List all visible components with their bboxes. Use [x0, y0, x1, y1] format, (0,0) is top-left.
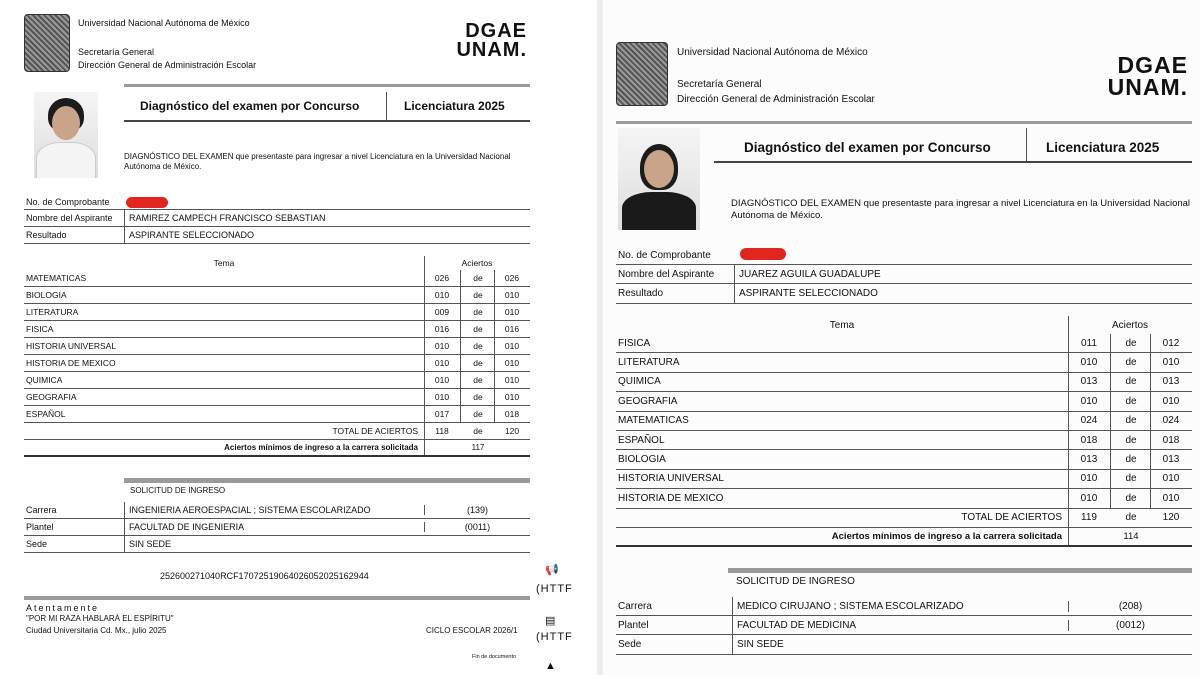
de-cell: de — [1125, 376, 1137, 388]
plantel-value: FACULTAD DE INGENIERIA — [124, 519, 244, 535]
de-cell: de — [1125, 434, 1137, 446]
cell-divider — [1110, 373, 1111, 391]
direccion-general: Dirección General de Administración Escolar — [78, 60, 257, 70]
carrera-code: (208) — [1068, 601, 1192, 612]
de-cell: de — [473, 375, 483, 385]
total-de-cell: de — [473, 426, 483, 436]
resultado-label: Resultado — [26, 230, 67, 240]
resultado-value: ASPIRANTE SELECCIONADO — [124, 227, 254, 243]
table-row — [24, 304, 530, 321]
got-cell: 010 — [434, 375, 450, 385]
fin-documento: Fin de documento — [472, 654, 517, 660]
got-cell: 010 — [434, 290, 450, 300]
solicitud-info — [616, 597, 1192, 657]
logo-line-1: DGAE — [1117, 52, 1188, 78]
cell-divider — [494, 321, 495, 337]
http-link-1[interactable]: (HTTF — [536, 583, 573, 595]
comprobante-row — [24, 194, 530, 210]
cell-divider — [494, 287, 495, 303]
intro-text: DIAGNÓSTICO DEL EXAMEN que presentaste para ingresar a nivel Licenciatura en la Universidad Nacional Autónoma de México. — [731, 198, 1191, 221]
total-cell: 016 — [504, 324, 520, 334]
got-cell: 011 — [1081, 337, 1097, 349]
minimos-label: Aciertos mínimos de ingreso a la carrera solicitada — [831, 531, 1062, 543]
total-cell: 018 — [1162, 434, 1180, 446]
got-cell: 013 — [1080, 376, 1098, 388]
table-row — [24, 355, 530, 372]
unam-seal-icon — [24, 14, 70, 72]
tema-header: Tema — [829, 320, 855, 331]
de-cell: de — [473, 273, 483, 283]
ciclo-escolar: CICLO ESCOLAR 2026/1 — [426, 626, 518, 635]
total-cell: 010 — [504, 375, 520, 385]
cell-divider — [1110, 450, 1111, 468]
got-cell: 024 — [1080, 415, 1098, 427]
got-cell: 010 — [1080, 395, 1098, 407]
aciertos-header: Aciertos — [461, 258, 493, 268]
nombre-row — [616, 265, 1192, 284]
plantel-label: Plantel — [26, 522, 54, 532]
tema-cell: ESPAÑOL — [26, 409, 66, 419]
plantel-code: (0012) — [1068, 620, 1192, 631]
tema-cell: GEOGRAFIA — [26, 392, 77, 402]
de-cell: de — [1125, 415, 1137, 427]
tema-cell: HISTORIA UNIVERSAL — [618, 473, 724, 485]
applicant-info — [24, 194, 530, 244]
minimos-row — [616, 528, 1192, 547]
dgae-logo — [455, 22, 527, 60]
got-cell: 010 — [1080, 492, 1098, 504]
intro-text: DIAGNÓSTICO DEL EXAMEN que presentaste para ingresar a nivel Licenciatura en la Universidad Nacional Autónoma de México. — [124, 152, 511, 171]
tema-cell: HISTORIA DE MEXICO — [26, 358, 116, 368]
cell-divider — [460, 321, 461, 337]
tema-cell: LITERATURA — [26, 307, 79, 317]
total-cell: 013 — [1162, 376, 1180, 388]
tema-cell: LITERATURA — [618, 357, 680, 369]
total-row — [24, 423, 530, 440]
total-cell: 018 — [504, 409, 520, 419]
sede-value: SIN SEDE — [732, 635, 784, 654]
table-row — [24, 270, 530, 287]
resultado-value: ASPIRANTE SELECCIONADO — [734, 284, 878, 303]
total-cell: 010 — [504, 392, 520, 402]
got-cell: 009 — [434, 307, 450, 317]
tema-cell: FISICA — [618, 337, 651, 349]
cell-divider — [1150, 334, 1151, 352]
comprobante-label: No. de Comprobante — [26, 196, 110, 207]
table-row — [616, 450, 1192, 469]
sede-value: SIN SEDE — [124, 536, 171, 552]
total-got-cell: 119 — [1081, 512, 1097, 524]
minimos-row — [24, 440, 530, 457]
cell-divider — [460, 406, 461, 422]
solicitud-heading: SOLICITUD DE INGRESO — [736, 576, 855, 587]
lema: "POR MI RAZA HABLARÁ EL ESPÍRITU" — [26, 614, 174, 623]
folio-number: 252600271040RCF170725190640260520251629​44 — [160, 571, 369, 581]
table-row — [24, 287, 530, 304]
logo-line-1: DGAE — [465, 20, 527, 42]
plantel-row — [24, 519, 530, 536]
de-cell: de — [473, 341, 483, 351]
university-name: Universidad Nacional Autónoma de México — [78, 18, 250, 28]
de-cell: de — [1125, 492, 1137, 504]
got-cell: 017 — [434, 409, 450, 419]
carrera-label: Carrera — [618, 600, 652, 612]
tema-cell: MATEMATICAS — [618, 415, 689, 427]
total-cell: 012 — [1162, 337, 1180, 349]
scores-table — [24, 256, 530, 458]
cell-divider — [494, 304, 495, 320]
carrera-row — [24, 502, 530, 519]
tema-cell: BIOLOGIA — [618, 454, 666, 466]
sede-row — [616, 635, 1192, 655]
tema-cell: QUIMICA — [618, 376, 661, 388]
total-cell: 013 — [1162, 454, 1180, 466]
de-cell: de — [1125, 337, 1137, 349]
carrera-row — [616, 597, 1192, 616]
table-row — [616, 489, 1192, 508]
comprobante-label: No. de Comprobante — [618, 249, 711, 261]
plantel-row — [616, 616, 1192, 635]
tema-cell: HISTORIA DE MEXICO — [618, 492, 724, 504]
title-rule — [124, 120, 530, 122]
document-left — [0, 0, 596, 675]
de-cell: de — [473, 409, 483, 419]
cell-divider — [460, 355, 461, 371]
http-link-2[interactable]: (HTTF — [536, 631, 573, 643]
title-rule — [714, 161, 1192, 163]
cell-divider — [1110, 353, 1111, 371]
solicitud-heading: SOLICITUD DE INGRESO — [130, 486, 226, 495]
carrera-label: Carrera — [26, 505, 57, 515]
total-total-cell: 120 — [1162, 512, 1180, 524]
total-de-cell: de — [1125, 512, 1137, 524]
solicitud-info — [24, 502, 530, 554]
cell-divider — [1150, 412, 1151, 430]
total-label: TOTAL DE ACIERTOS — [332, 426, 418, 436]
minimos-value: 117 — [471, 443, 485, 452]
total-cell: 024 — [1162, 415, 1180, 427]
got-cell: 018 — [1080, 434, 1098, 446]
document-title: Diagnóstico del examen por Concurso — [744, 140, 991, 155]
total-cell: 010 — [1162, 357, 1180, 369]
tema-cell: BIOLOGIA — [26, 290, 67, 300]
tema-cell: ESPAÑOL — [618, 434, 665, 446]
aciertos-header: Aciertos — [1111, 320, 1149, 331]
header-rule — [616, 121, 1192, 124]
document-icon[interactable]: ▤ — [545, 615, 557, 627]
resultado-row — [616, 284, 1192, 304]
table-row — [616, 431, 1192, 450]
tema-header: Tema — [213, 258, 235, 268]
total-cell: 010 — [504, 290, 520, 300]
cell-divider — [1150, 353, 1151, 371]
megaphone-icon[interactable]: 📢 — [545, 564, 560, 576]
resultado-row — [24, 227, 530, 244]
table-row — [616, 353, 1192, 372]
total-cell: 010 — [1162, 473, 1180, 485]
cell-divider — [1110, 489, 1111, 507]
table-row — [616, 392, 1192, 411]
dgae-logo — [1104, 52, 1188, 100]
cell-divider — [1110, 412, 1111, 430]
footer-rule — [24, 596, 530, 600]
total-cell: 010 — [1162, 492, 1180, 504]
table-row — [24, 389, 530, 406]
tema-cell: MATEMATICAS — [26, 273, 87, 283]
total-cell: 010 — [504, 358, 520, 368]
applicant-info — [616, 246, 1192, 306]
tema-cell: QUIMICA — [26, 375, 63, 385]
table-row — [24, 338, 530, 355]
redacted-comprobante — [126, 197, 168, 208]
atentamente: Atentamente — [26, 603, 100, 613]
got-cell: 013 — [1080, 454, 1098, 466]
table-row — [24, 372, 530, 389]
cell-divider — [494, 338, 495, 354]
table-row — [616, 373, 1192, 392]
de-cell: de — [473, 290, 483, 300]
logo-line-2: UNAM. — [1107, 73, 1188, 100]
lugar-fecha: Ciudad Universitaria Cd. Mx., julio 2025 — [26, 626, 167, 635]
resultado-label: Resultado — [618, 288, 664, 299]
cell-divider — [460, 338, 461, 354]
cell-divider — [1150, 450, 1151, 468]
level-label: Licenciatura 2025 — [1046, 140, 1160, 155]
direccion-general: Dirección General de Administración Escolar — [677, 94, 875, 105]
table-row — [24, 321, 530, 338]
plantel-value: FACULTAD DE MEDICINA — [732, 616, 856, 634]
title-separator — [1026, 128, 1027, 162]
total-cell: 010 — [1162, 395, 1180, 407]
document-title: Diagnóstico del examen por Concurso — [140, 99, 360, 113]
table-row — [24, 406, 530, 423]
de-cell: de — [473, 307, 483, 317]
university-name: Universidad Nacional Autónoma de México — [677, 47, 868, 58]
cell-divider — [460, 389, 461, 405]
cell-divider — [1110, 431, 1111, 449]
cell-divider — [460, 270, 461, 286]
got-cell: 010 — [434, 358, 450, 368]
applicant-photo — [34, 92, 98, 178]
carrera-value: INGENIERIA AEROESPACIAL ; SISTEMA ESCOLARIZADO — [124, 502, 371, 518]
table-row — [616, 412, 1192, 431]
cell-divider — [494, 355, 495, 371]
tema-cell: GEOGRAFIA — [618, 395, 678, 407]
cell-divider — [1110, 334, 1111, 352]
header-rule — [124, 84, 530, 87]
cell-divider — [460, 304, 461, 320]
cell-divider — [1150, 431, 1151, 449]
carrera-code: (139) — [424, 505, 530, 515]
solicitud-rule — [124, 478, 530, 483]
total-cell: 010 — [504, 341, 520, 351]
applicant-photo — [618, 128, 700, 230]
sede-label: Sede — [618, 639, 642, 650]
tema-cell: FISICA — [26, 324, 54, 334]
de-cell: de — [1125, 454, 1137, 466]
minimos-value: 114 — [1123, 531, 1139, 543]
cell-divider — [494, 270, 495, 286]
cell-divider — [1150, 470, 1151, 488]
document-right — [604, 0, 1200, 675]
cell-divider — [460, 372, 461, 388]
redacted-comprobante — [740, 248, 786, 260]
total-got-cell: 118 — [435, 426, 449, 436]
cell-divider — [1110, 470, 1111, 488]
nombre-value: RAMIREZ CAMPECH FRANCISCO SEBASTIAN — [124, 210, 326, 226]
cell-divider — [1150, 392, 1151, 410]
nombre-value: JUAREZ AGUILA GUADALUPE — [734, 265, 881, 283]
got-cell: 010 — [1080, 473, 1098, 485]
got-cell: 010 — [434, 392, 450, 402]
total-cell: 026 — [504, 273, 520, 283]
secretaria-general: Secretaría General — [677, 79, 762, 90]
total-row — [616, 509, 1192, 528]
cell-divider — [1150, 373, 1151, 391]
table-row — [616, 470, 1192, 489]
carrera-value: MEDICO CIRUJANO ; SISTEMA ESCOLARIZADO — [732, 597, 964, 615]
sede-label: Sede — [26, 539, 48, 549]
cell-divider — [1110, 392, 1111, 410]
plantel-code: (0011) — [424, 522, 530, 532]
de-cell: de — [473, 324, 483, 334]
cell-divider — [494, 389, 495, 405]
de-cell: de — [1125, 395, 1137, 407]
secretaria-general: Secretaría General — [78, 47, 155, 57]
nombre-label: Nombre del Aspirante — [26, 213, 113, 223]
total-label: TOTAL DE ACIERTOS — [961, 512, 1062, 524]
solicitud-rule — [728, 568, 1192, 573]
sede-row — [24, 536, 530, 553]
minimos-label: Aciertos mínimos de ingreso a la carrera solicitada — [224, 443, 418, 452]
de-cell: de — [473, 392, 483, 402]
comprobante-row — [616, 246, 1192, 265]
cell-divider — [494, 406, 495, 422]
de-cell: de — [1125, 473, 1137, 485]
nombre-row — [24, 210, 530, 227]
got-cell: 016 — [434, 324, 450, 334]
total-cell: 010 — [504, 307, 520, 317]
level-label: Licenciatura 2025 — [404, 99, 505, 113]
image-divider — [597, 0, 603, 675]
de-cell: de — [473, 358, 483, 368]
logo-line-2: UNAM. — [456, 39, 527, 61]
got-cell: 026 — [434, 273, 450, 283]
table-row — [616, 334, 1192, 353]
got-cell: 010 — [434, 341, 450, 351]
share-icon[interactable]: ▲ — [545, 660, 557, 672]
total-total-cell: 120 — [504, 426, 520, 436]
got-cell: 010 — [1080, 357, 1098, 369]
unam-seal-icon — [616, 42, 668, 106]
title-separator — [386, 92, 387, 122]
cell-divider — [494, 372, 495, 388]
cell-divider — [1150, 489, 1151, 507]
cell-divider — [460, 287, 461, 303]
plantel-label: Plantel — [618, 619, 649, 631]
scores-table — [616, 316, 1192, 548]
de-cell: de — [1125, 357, 1137, 369]
nombre-label: Nombre del Aspirante — [618, 268, 715, 280]
tema-cell: HISTORIA UNIVERSAL — [26, 341, 117, 351]
